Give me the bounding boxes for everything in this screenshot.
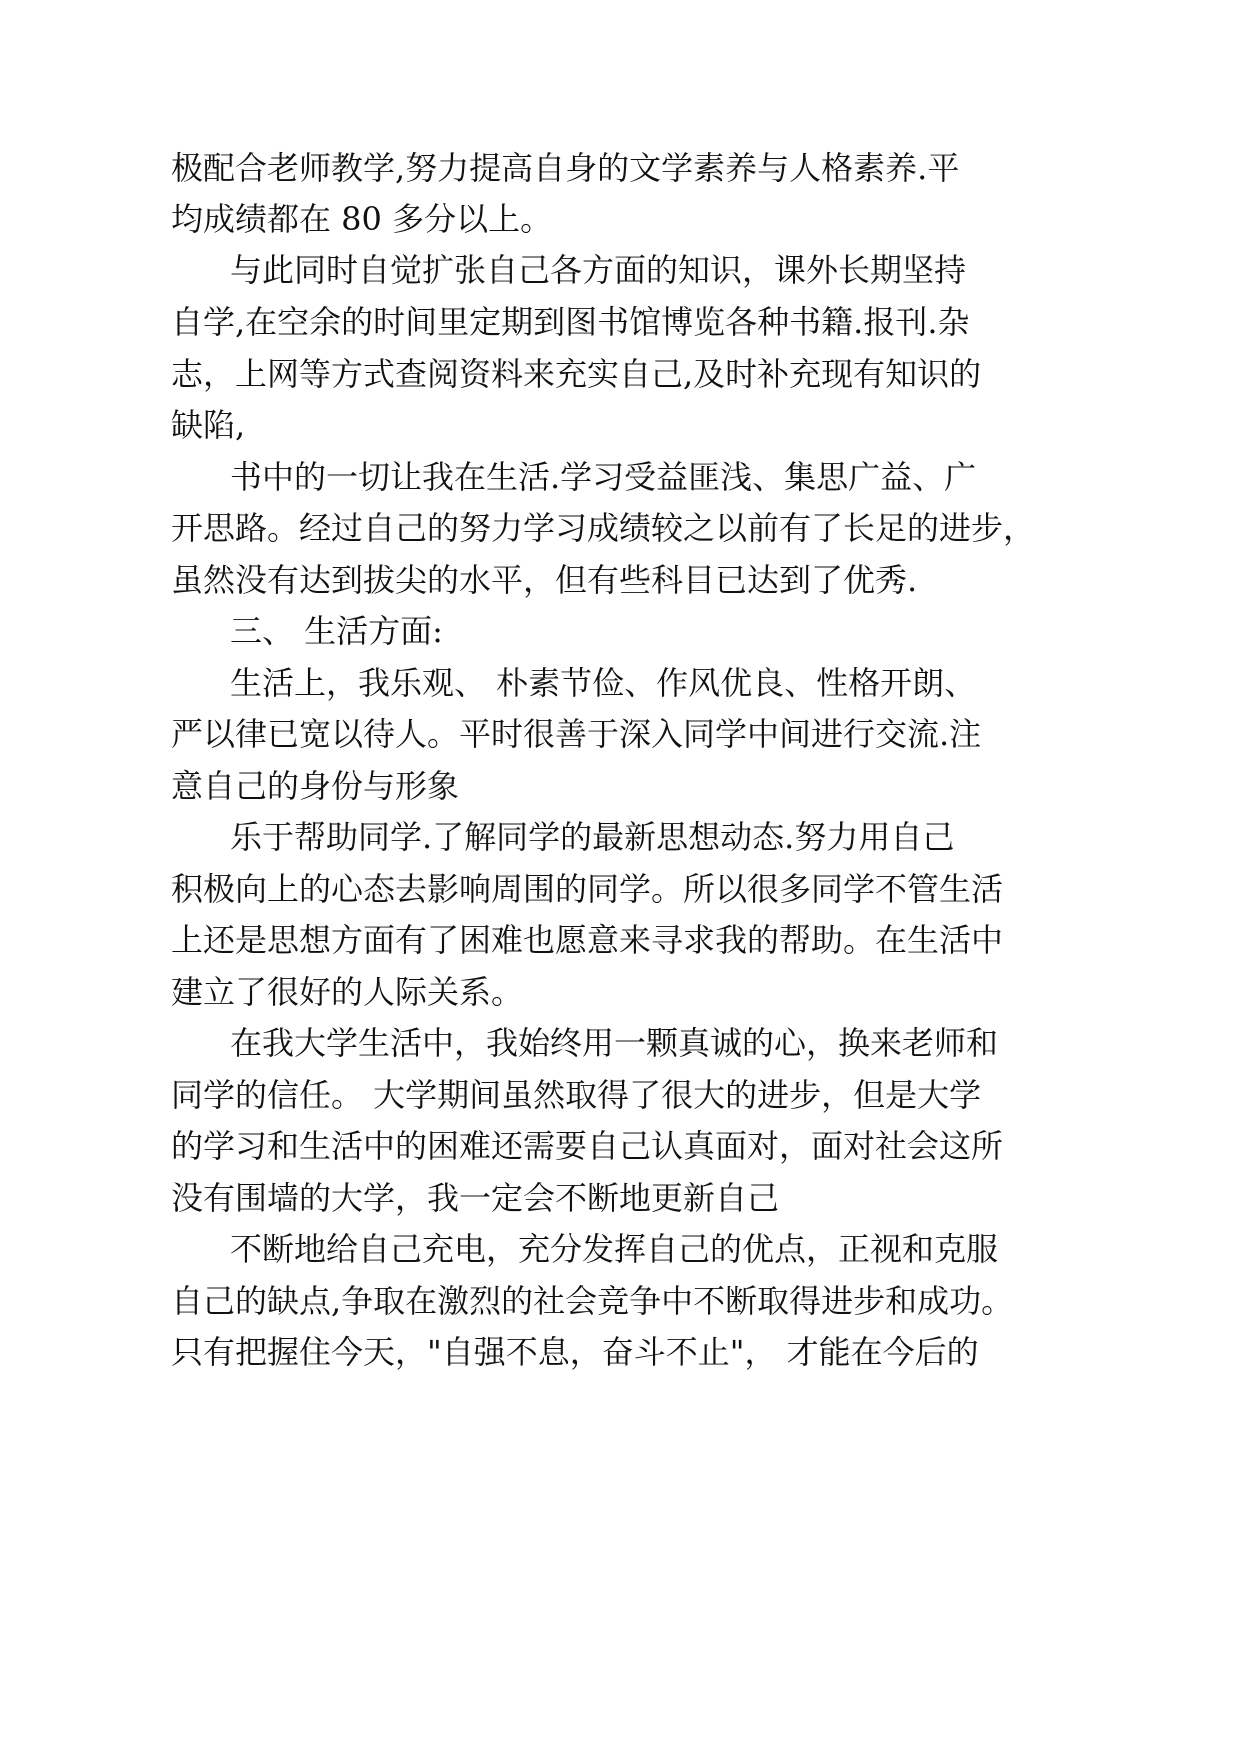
text-line: 开思路。经过自己的努力学习成绩较之以前有了长足的进步， [171, 509, 1036, 547]
text-line: 没有围墙的大学，我一定会不断地更新自己 [171, 1179, 780, 1217]
text-line: 志，上网等方式查阅资料来充实自己,及时补充现有知识的 [171, 355, 982, 393]
text-line: 虽然没有达到拔尖的水平，但有些科目已达到了优秀. [171, 561, 918, 599]
text-line: 自学,在空余的时间里定期到图书馆博览各种书籍.报刊.杂 [171, 303, 970, 341]
text-line: 极配合老师教学,努力提高自身的文学素养与人格素养.平 [171, 149, 960, 187]
text-line: 积极向上的心态去影响周围的同学。所以很多同学不管生活 [171, 870, 1004, 908]
text-line: 同学的信任。 大学期间虽然取得了很大的进步，但是大学 [171, 1076, 982, 1114]
text-line: 乐于帮助同学.了解同学的最新思想动态.努力用自己 [230, 818, 955, 856]
text-line: 生活上，我乐观、 朴素节俭、作风优良、性格开朗、 [230, 664, 977, 702]
section-heading: 三、 生活方面: [230, 612, 443, 650]
text-line: 只有把握住今天，"自强不息，奋斗不止"， 才能在今后的 [171, 1333, 979, 1371]
text-line: 与此同时自觉扩张自己各方面的知识，课外长期坚持 [230, 251, 967, 289]
text-line: 建立了很好的人际关系。 [171, 973, 524, 1011]
text-line: 的学习和生活中的困难还需要自己认真面对，面对社会这所 [171, 1127, 1004, 1165]
text-line: 书中的一切让我在生活.学习受益匪浅、集思广益、广 [230, 458, 977, 496]
text-line: 均成绩都在 80 多分以上。 [171, 200, 553, 238]
text-line: 不断地给自己充电，充分发挥自己的优点，正视和克服 [230, 1230, 999, 1268]
text-line: 严以律已宽以待人。平时很善于深入同学中间进行交流.注 [171, 715, 982, 753]
text-line: 自己的缺点,争取在激烈的社会竞争中不断取得进步和成功。 [171, 1282, 1014, 1320]
text-line: 上还是思想方面有了困难也愿意来寻求我的帮助。在生活中 [171, 921, 1004, 959]
text-line: 在我大学生活中，我始终用一颗真诚的心，换来老师和 [230, 1024, 999, 1062]
text-line: 缺陷, [171, 406, 246, 444]
text-line: 意自己的身份与形象 [171, 767, 460, 805]
